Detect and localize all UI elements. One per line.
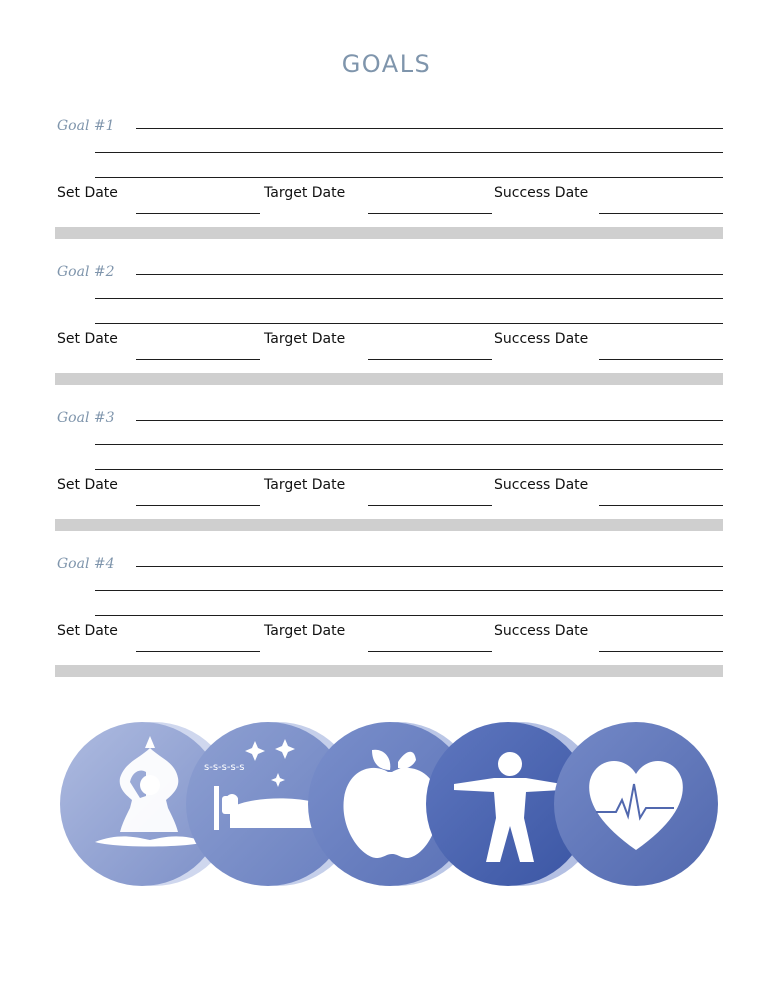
success-date-line[interactable] bbox=[599, 505, 723, 506]
success-date-line[interactable] bbox=[599, 359, 723, 360]
goal-label: Goal #4 bbox=[57, 556, 115, 572]
success-date-label: Success Date bbox=[494, 623, 589, 639]
set-date-line[interactable] bbox=[136, 505, 260, 506]
goal-line[interactable] bbox=[95, 444, 723, 445]
heart-heartbeat-icon bbox=[554, 722, 718, 886]
section-divider bbox=[55, 227, 723, 239]
goal-line[interactable] bbox=[95, 323, 723, 324]
target-date-line[interactable] bbox=[368, 359, 492, 360]
success-date-label: Success Date bbox=[494, 185, 589, 201]
goal-section-3 bbox=[0, 398, 773, 544]
set-date-label: Set Date bbox=[57, 185, 118, 201]
set-date-label: Set Date bbox=[57, 331, 118, 347]
success-date-line[interactable] bbox=[599, 213, 723, 214]
success-date-label: Success Date bbox=[494, 477, 589, 493]
goal-line[interactable] bbox=[95, 152, 723, 153]
goal-label: Goal #3 bbox=[57, 410, 115, 426]
goal-line[interactable] bbox=[95, 298, 723, 299]
goal-line[interactable] bbox=[95, 469, 723, 470]
set-date-line[interactable] bbox=[136, 651, 260, 652]
section-divider bbox=[55, 519, 723, 531]
goal-section-1 bbox=[0, 106, 773, 252]
target-date-label: Target Date bbox=[264, 331, 346, 347]
success-date-label: Success Date bbox=[494, 331, 589, 347]
goal-line[interactable] bbox=[95, 615, 723, 616]
target-date-label: Target Date bbox=[264, 185, 346, 201]
page-title: GOALS bbox=[341, 50, 432, 78]
success-date-line[interactable] bbox=[599, 651, 723, 652]
target-date-label: Target Date bbox=[264, 623, 346, 639]
goal-label: Goal #2 bbox=[57, 264, 115, 280]
goal-section-4 bbox=[0, 544, 773, 690]
set-date-label: Set Date bbox=[57, 623, 118, 639]
target-date-line[interactable] bbox=[368, 505, 492, 506]
set-date-line[interactable] bbox=[136, 359, 260, 360]
target-date-label: Target Date bbox=[264, 477, 346, 493]
set-date-label: Set Date bbox=[57, 477, 118, 493]
goal-line[interactable] bbox=[136, 128, 723, 129]
section-divider bbox=[55, 665, 723, 677]
section-divider bbox=[55, 373, 723, 385]
wellness-icons bbox=[0, 700, 773, 910]
target-date-line[interactable] bbox=[368, 213, 492, 214]
goal-line[interactable] bbox=[136, 274, 723, 275]
svg-text:s-s-s-s-s: s-s-s-s-s bbox=[204, 762, 245, 773]
goal-line[interactable] bbox=[95, 177, 723, 178]
goal-section-2 bbox=[0, 252, 773, 398]
goal-label: Goal #1 bbox=[57, 118, 115, 134]
target-date-line[interactable] bbox=[368, 651, 492, 652]
goal-line[interactable] bbox=[136, 420, 723, 421]
set-date-line[interactable] bbox=[136, 213, 260, 214]
goal-line[interactable] bbox=[136, 566, 723, 567]
goal-line[interactable] bbox=[95, 590, 723, 591]
